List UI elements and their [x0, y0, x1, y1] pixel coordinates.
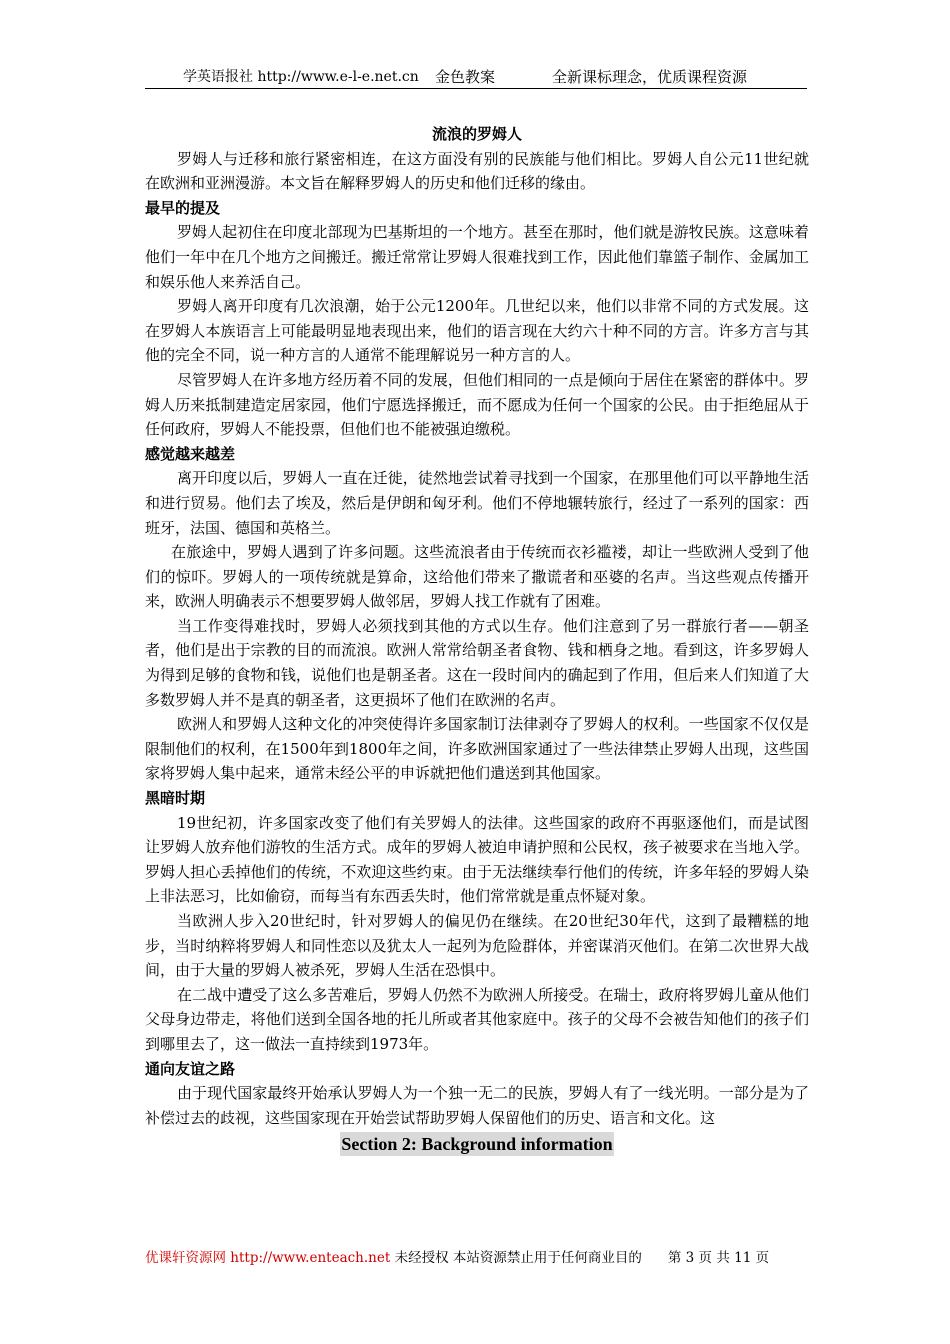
section-label-wrap	[145, 1132, 809, 1158]
header-middle-text: 金色教案	[435, 68, 496, 86]
paragraph: 罗姆人与迁移和旅行紧密相连，在这方面没有别的民族能与他们相比。罗姆人自公元11世纪就在欧洲和亚洲漫游。本文旨在解释罗姆人的历史和他们迁移的缘由。	[145, 149, 809, 193]
footer-notice: 未经授权 本站资源禁止用于任何商业目的	[390, 1250, 642, 1266]
paragraph: 尽管罗姆人在许多地方经历着不同的发展，但他们相同的一点是倾向于居住在紧密的群体中。罗姆人历来抵制建造定居家园，他们宁愿选择搬迁，而不愿成为任何一个国家的公民。由于拒绝屈从于任何政府，罗姆人不能投票，但他们也不能被强迫缴税。	[145, 370, 809, 439]
page-footer	[145, 1246, 807, 1266]
header-slogan-text: 全新课标理念，优质课程资源	[552, 68, 748, 86]
header-site-text: 学英语报社 http://www.e-l-e.net.cn	[183, 69, 419, 85]
paragraph: 当工作变得难找时，罗姆人必须找到其他的方式以生存。他们注意到了另一群旅行者——朝圣者，他们是出于宗教的目的而流浪。欧洲人常常给朝圣者食物、钱和栖身之地。看到这，许多罗姆人为得到足够的食物和钱，说他们也是朝圣者。这在一段时间内的确起到了作用，但后来人们知道了大多数罗姆人并不是真的朝圣者，这更损坏了他们在欧洲的名声。	[145, 616, 809, 709]
section-heading: 感觉越来越差	[145, 444, 236, 463]
section-heading: 黑暗时期	[145, 789, 206, 808]
footer-page-number: 第 3 页 共 11 页	[667, 1250, 770, 1266]
paragraph: 离开印度以后，罗姆人一直在迁徙，徒然地尝试着寻找到一个国家，在那里他们可以平静地生活和进行贸易。他们去了埃及，然后是伊朗和匈牙利。他们不停地辗转旅行，经过了一系列的国家：西班牙，法国、德国和英格兰。	[145, 469, 809, 537]
paragraph: 罗姆人起初住在印度北部现为巴基斯坦的一个地方。甚至在那时，他们就是游牧民族。这意味着他们一年中在几个地方之间搬迁。搬迁常常让罗姆人很难找到工作，因此他们靠篮子制作、金属加工和娱乐他人来养活自己。	[145, 223, 809, 291]
paragraph: 19世纪初，许多国家改变了他们有关罗姆人的法律。这些国家的政府不再驱逐他们，而是试图让罗姆人放弃他们游牧的生活方式。成年的罗姆人被迫申请护照和公民权，孩子被要求在当地入学。罗姆人担心丢掉他们的传统，不欢迎这些约束。由于无法继续奉行他们的传统，许多年轻的罗姆人染上非法恶习，比如偷窃，而每当有东西丢失时，他们常常就是重点怀疑对象。	[145, 813, 809, 906]
footer-site-link[interactable]: 优课轩资源网 http://www.enteach.net	[145, 1250, 391, 1266]
article-body	[145, 122, 809, 1158]
page-header	[145, 64, 807, 89]
article-title: 流浪的罗姆人	[431, 125, 522, 143]
section-heading: 最早的提及	[145, 198, 221, 217]
paragraph: 在旅途中，罗姆人遇到了许多问题。这些流浪者由于传统而衣衫褴褛，却让一些欧洲人受到了他们的惊吓。罗姆人的一项传统就是算命，这给他们带来了撒谎者和巫婆的名声。当这些观点传播开来，欧洲人明确表示不想要罗姆人做邻居，罗姆人找工作就有了困难。	[145, 543, 809, 611]
paragraph: 当欧洲人步入20世纪时，针对罗姆人的偏见仍在继续。在20世纪30年代，这到了最糟糕的地步，当时纳粹将罗姆人和同性恋以及犹太人一起列为危险群体，并密谋消灭他们。在第二次世界大战间，由于大量的罗姆人被杀死，罗姆人生活在恐惧中。	[145, 912, 809, 980]
paragraph: 罗姆人离开印度有几次浪潮，始于公元1200年。几世纪以来，他们以非常不同的方式发展。这在罗姆人本族语言上可能最明显地表现出来，他们的语言现在大约六十种不同的方言。许多方言与其他的完全不同，说一种方言的人通常不能理解说另一种方言的人。	[145, 297, 809, 365]
paragraph: 由于现代国家最终开始承认罗姆人为一个独一无二的民族，罗姆人有了一线光明。一部分是为了补偿过去的歧视，这些国家现在开始尝试帮助罗姆人保留他们的历史、语言和文化。这	[145, 1084, 809, 1127]
paragraph: 欧洲人和罗姆人这种文化的冲突使得许多国家制订法律剥夺了罗姆人的权利。一些国家不仅仅是限制他们的权利，在1500年到1800年之间，许多欧洲国家通过了一些法律禁止罗姆人出现，这些国家将罗姆人集中起来，通常未经公平的申诉就把他们遣送到其他国家。	[145, 715, 809, 783]
section-heading: 通向友谊之路	[145, 1059, 236, 1078]
article-blocks	[145, 147, 809, 1131]
section-label: Section 2: Background information	[341, 1134, 613, 1155]
paragraph: 在二战中遭受了这么多苦难后，罗姆人仍然不为欧洲人所接受。在瑞士，政府将罗姆儿童从他们父母身边带走，将他们送到全国各地的托儿所或者其他家庭中。孩子的父母不会被告知他们的孩子们到哪里去了，这一做法一直持续到1973年。	[145, 985, 809, 1053]
